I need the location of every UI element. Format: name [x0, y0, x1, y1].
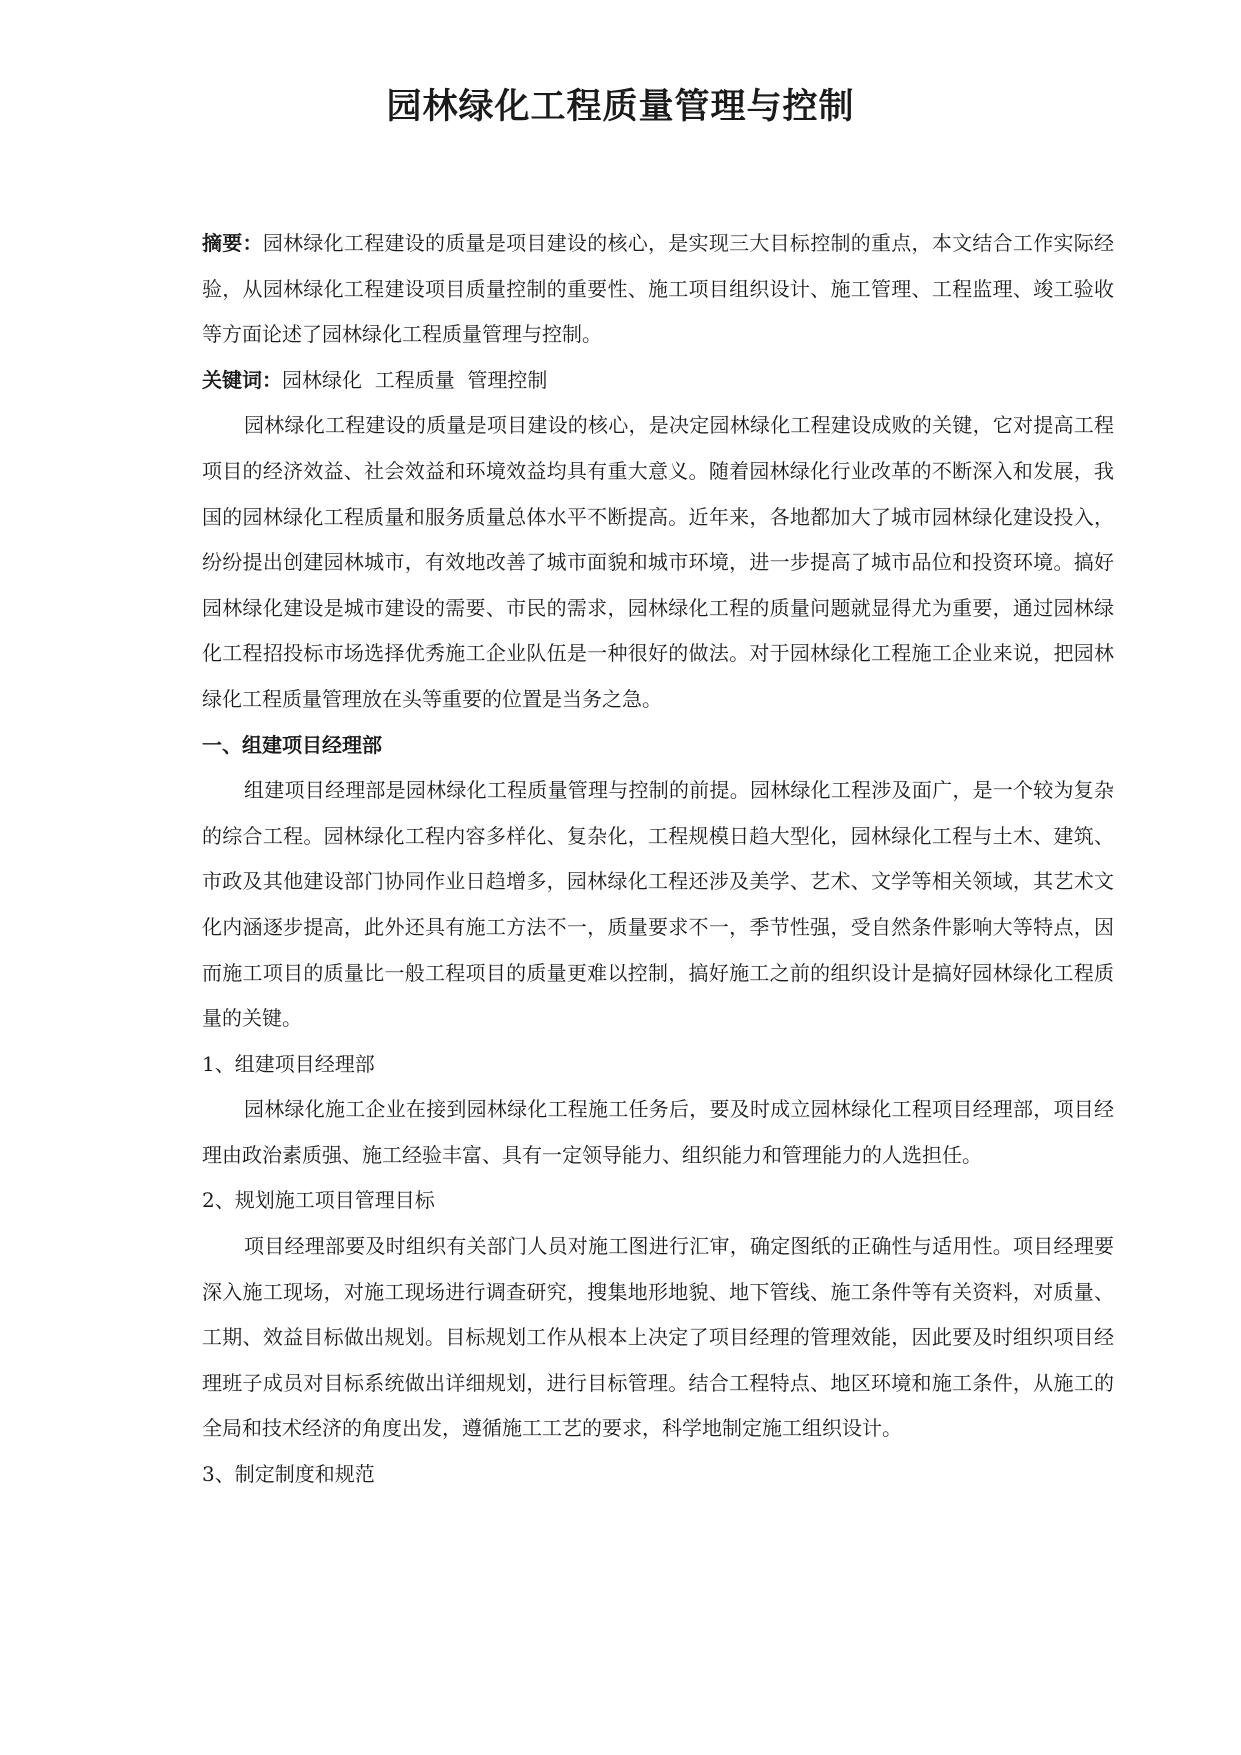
- keywords-text: 园林绿化 工程质量 管理控制: [282, 367, 548, 392]
- keywords-label: 关键词：: [202, 367, 282, 392]
- abstract-text: 园林绿化工程建设的质量是项目建设的核心，是实现三大目标控制的重点，本文结合工作实际经验，从园林绿化工程建设项目质量控制的重要性、施工项目组织设计、施工管理、工程监理、竣工验收等方面论述了园林绿化工程质量管理与控制。: [202, 231, 1115, 347]
- document-body: [202, 221, 1114, 1498]
- intro-paragraph: 园林绿化工程建设的质量是项目建设的核心，是决定园林绿化工程建设成败的关键，它对提高工程项目的经济效益、社会效益和环境效益均具有重大意义。随着园林绿化行业改革的不断深入和发展，我国的园林绿化工程质量和服务质量总体水平不断提高。近年来，各地都加大了城市园林绿化建设投入，纷纷提出创建园林城市，有效地改善了城市面貌和城市环境，进一步提高了城市品位和投资环境。搞好园林绿化建设是城市建设的需要、市民的需求，园林绿化工程的质量问题就显得尤为重要，通过园林绿化工程招投标市场选择优秀施工企业队伍是一种很好的做法。对于园林绿化工程施工企业来说，把园林绿化工程质量管理放在头等重要的位置是当务之急。: [202, 413, 1114, 711]
- document-title: 园林绿化工程质量管理与控制: [386, 87, 855, 127]
- subsection-2-body: 项目经理部要及时组织有关部门人员对施工图进行汇审，确定图纸的正确性与适用性。项目经理要深入施工现场，对施工现场进行调查研究，搜集地形地貌、地下管线、施工条件等有关资料，对质量、工期、效益目标做出规划。目标规划工作从根本上决定了项目经理的管理效能，因此要及时组织项目经理班子成员对目标系统做出详细规划，进行目标管理。结合工程特点、地区环境和施工条件，从施工的全局和技术经济的角度出发，遵循施工工艺的要求，科学地制定施工组织设计。: [202, 1234, 1114, 1441]
- subsection-3-heading: 3、制定制度和规范: [202, 1462, 375, 1487]
- section-1-heading: 一、组建项目经理部: [202, 732, 382, 757]
- section-1-body: 组建项目经理部是园林绿化工程质量管理与控制的前提。园林绿化工程涉及面广，是一个较为复杂的综合工程。园林绿化工程内容多样化、复杂化，工程规模日趋大型化，园林绿化工程与土木、建筑、市政及其他建设部门协同作业日趋增多，园林绿化工程还涉及美学、艺术、文学等相关领域，其艺术文化内涵逐步提高，此外还具有施工方法不一，质量要求不一，季节性强，受自然条件影响大等特点，因而施工项目的质量比一般工程项目的质量更难以控制，搞好施工之前的组织设计是搞好园林绿化工程质量的关键。: [202, 778, 1114, 1031]
- subsection-1-heading: 1、组建项目经理部: [202, 1051, 375, 1076]
- subsection-1-body: 园林绿化施工企业在接到园林绿化工程施工任务后，要及时成立园林绿化工程项目经理部，项目经理由政治素质强、施工经验丰富、具有一定领导能力、组织能力和管理能力的人选担任。: [202, 1097, 1114, 1167]
- keywords-paragraph: [202, 358, 1114, 404]
- abstract-paragraph: [202, 221, 1114, 358]
- abstract-label: 摘要：: [202, 231, 263, 255]
- subsection-2-heading: 2、规划施工项目管理目标: [202, 1188, 435, 1213]
